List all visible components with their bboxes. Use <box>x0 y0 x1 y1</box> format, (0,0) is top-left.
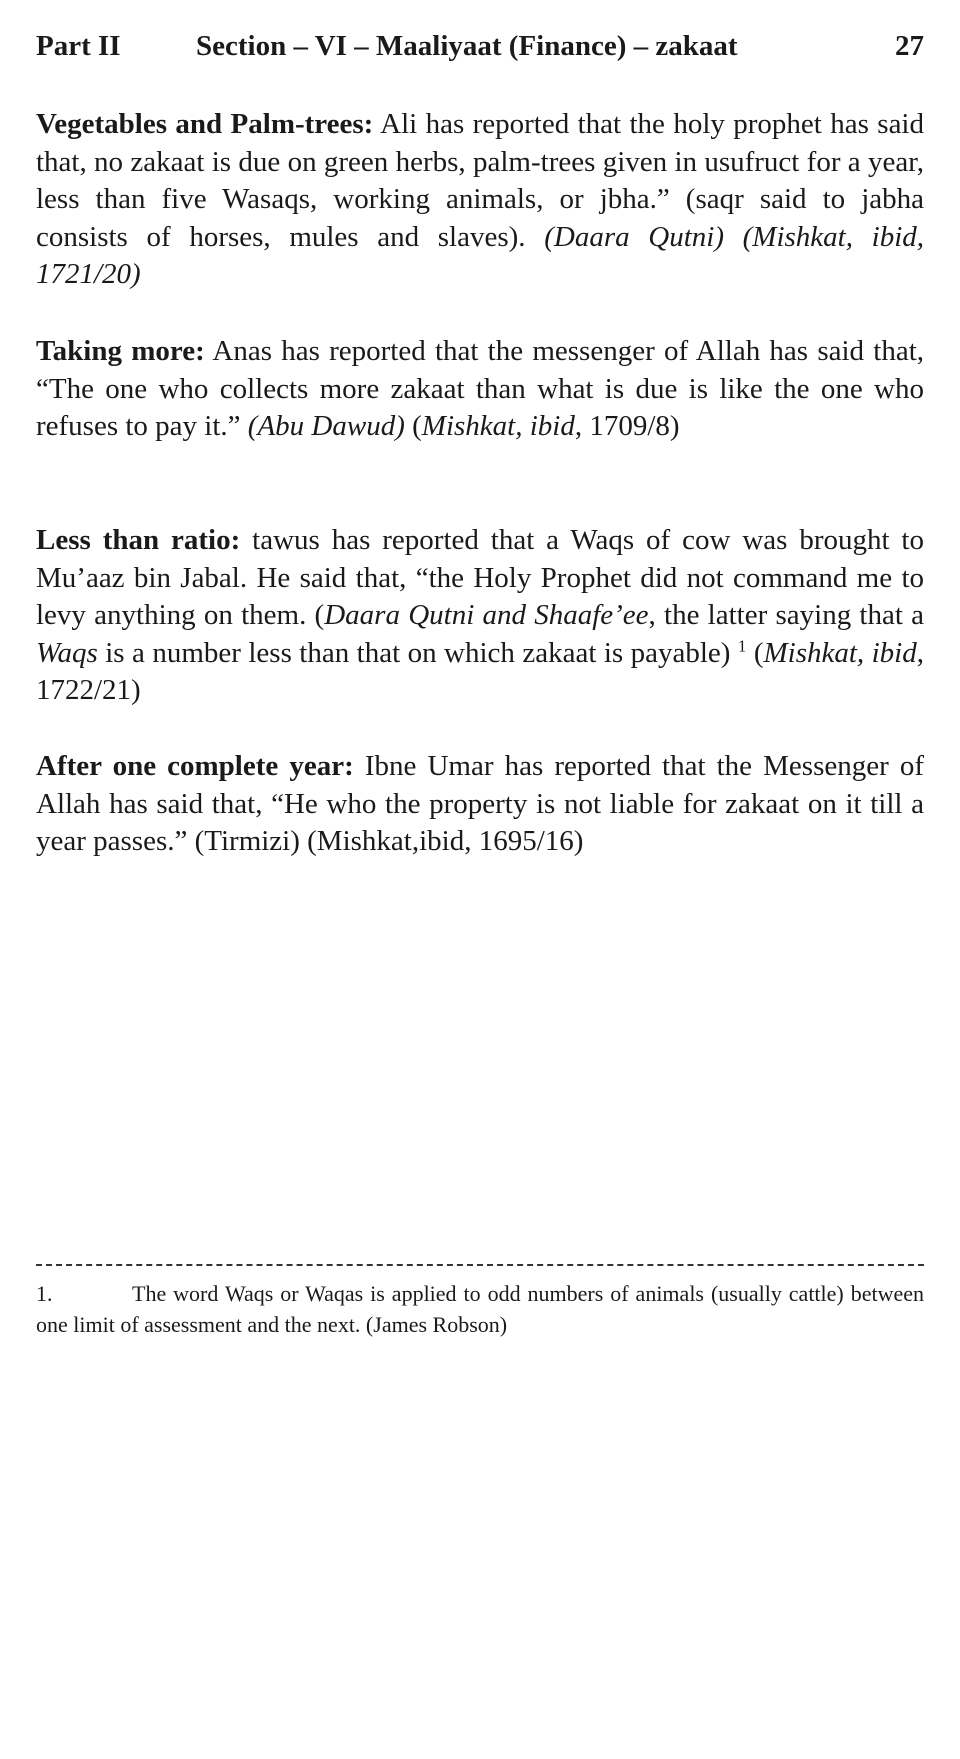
paragraph-text: Ali has reported that the holy prophet has said that, no zakaat is due on green herbs, palm-trees given in usufruct for a year, less than five Wasaqs, working animals, or jbha.” (saqr said to jabha consists of horses, mules and slaves). <box>36 108 924 253</box>
document-page <box>36 26 925 1337</box>
citation: Mishkat, ibid <box>421 410 575 442</box>
paragraph-heading: After one complete year: <box>36 750 354 782</box>
citation: (Daara Qutni) <box>544 220 724 253</box>
paragraph-text: ( <box>746 636 764 669</box>
footnote-separator <box>36 1264 924 1266</box>
paragraph-text: , 1722/21) <box>36 636 924 706</box>
citation: Daara Qutni and Shaafe’ee <box>324 599 649 631</box>
citation: Waqs <box>36 636 98 669</box>
paragraph-vegetables <box>36 106 924 294</box>
paragraph-text: , the latter saying that a <box>648 599 925 631</box>
page-header <box>36 26 924 66</box>
citation: Mishkat, ibid <box>763 636 917 669</box>
paragraph-heading: Less than ratio: <box>36 524 241 556</box>
citation: (Mishkat, ibid, 1721/20) <box>36 220 924 290</box>
paragraph-text: tawus has reported that a Waqs of cow was brought to Mu’aaz bin Jabal. He said that, “the Holy Prophet did not command me to levy anything on them. ( <box>36 524 924 631</box>
paragraph-heading: Vegetables and Palm-trees: <box>36 108 374 140</box>
paragraph-taking-more <box>36 333 924 446</box>
paragraph-text: Ibne Umar has reported that the Messenger of Allah has said that, “He who the property is not liable for zakaat on it till a year passes.” (Tirmizi) (Mishkat,ibid, 1695/16) <box>36 750 925 857</box>
paragraph-text: Anas has reported that the messenger of Allah has said that, “The one who collects more zakaat than what is due is like the one who refuses to pay it.” <box>36 335 924 442</box>
footnote-marker[interactable]: 1 <box>737 635 747 655</box>
paragraph-after-one-year <box>36 748 924 861</box>
paragraph-text <box>724 221 743 253</box>
header-part: Part II <box>36 30 121 62</box>
paragraph-heading: Taking more: <box>36 335 205 367</box>
footnote-number: 1. <box>36 1281 53 1306</box>
page-number: 27 <box>895 30 924 62</box>
paragraph-text: , 1709/8) <box>574 410 680 442</box>
citation: (Abu Dawud) <box>247 410 405 442</box>
footnote <box>36 1278 924 1340</box>
footnote-text: The word Waqs or Waqas is applied to odd numbers of animals (usually cattle) between one limit of assessment and the next. (James Robson) <box>36 1281 924 1337</box>
paragraph-text: ( <box>404 410 422 442</box>
header-section-title: Section – VI – Maaliyaat (Finance) – zakaat <box>196 30 738 62</box>
paragraph-less-than-ratio <box>36 522 924 710</box>
paragraph-text: is a number less than that on which zakaat is payable) <box>97 636 738 669</box>
